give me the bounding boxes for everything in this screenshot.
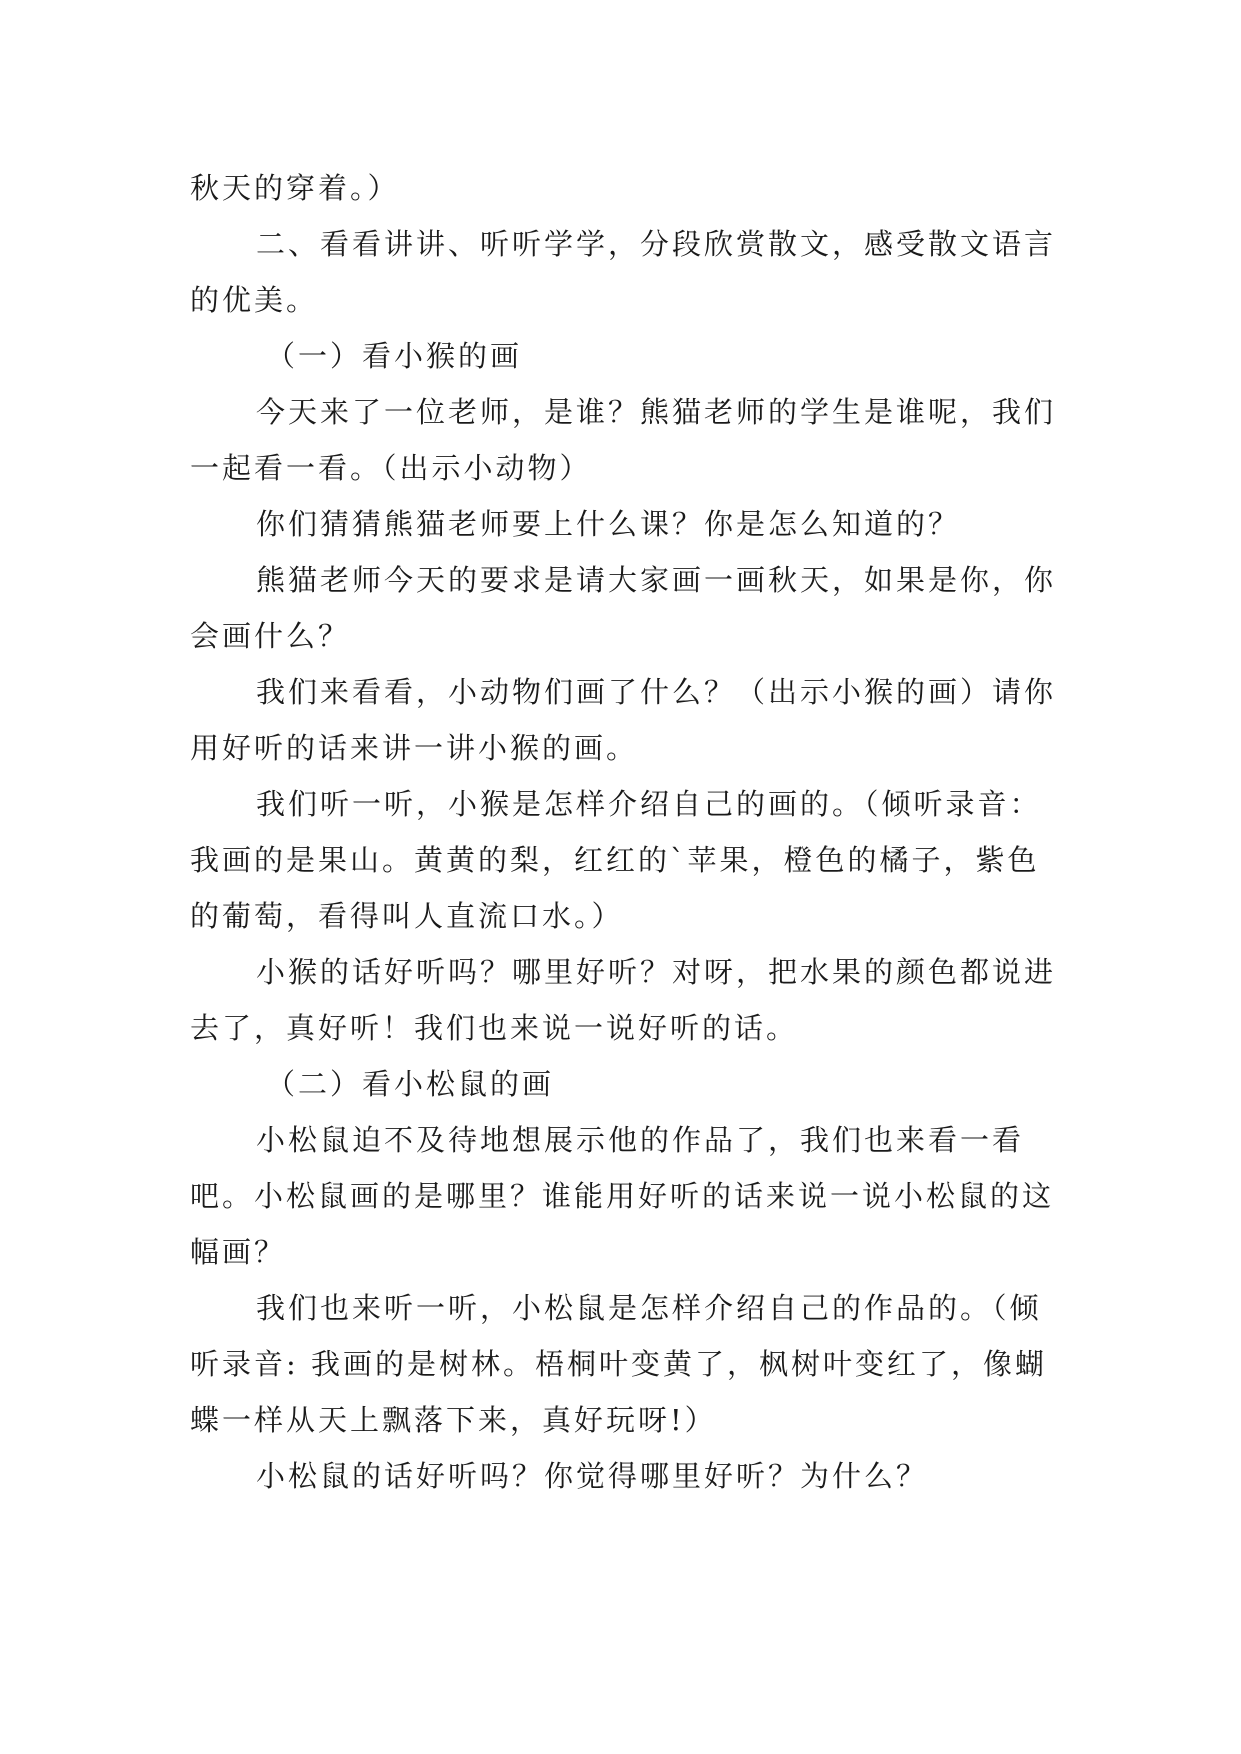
paragraph: 我们来看看，小动物们画了什么？（出示小猴的画）请你用好听的话来讲一讲小猴的画。 (190, 675, 1057, 765)
paragraph: 我们听一听，小猴是怎样介绍自己的画的。（倾听录音：我画的是果山。黄黄的梨，红红的`苹果，橙色的橘子，紫色的葡萄，看得叫人直流口水。） (190, 787, 1042, 933)
paragraph: 小松鼠的话好听吗？你觉得哪里好听？为什么？ (256, 1459, 929, 1493)
paragraph: 秋天的穿着。） (190, 171, 400, 205)
paragraph: 你们猜猜熊猫老师要上什么课？你是怎么知道的？ (256, 507, 961, 541)
document-body (190, 160, 1070, 1504)
paragraph: 今天来了一位老师，是谁？熊猫老师的学生是谁呢，我们一起看一看。（出示小动物） (190, 395, 1057, 485)
section-heading: （一）看小猴的画 (266, 339, 523, 373)
paragraph: 二、看看讲讲、听听学学，分段欣赏散文，感受散文语言的优美。 (190, 227, 1057, 317)
paragraph: 我们也来听一听，小松鼠是怎样介绍自己的作品的。（倾听录音: 我画的是树林。梧桐叶变黄了，枫树叶变红了，像蝴蝶一样从天上飘落下来，真好玩呀!） (190, 1291, 1047, 1437)
paragraph: 小松鼠迫不及待地想展示他的作品了，我们也来看一看吧。小松鼠画的是哪里？谁能用好听的话来说一说小松鼠的这幅画？ (190, 1123, 1055, 1269)
section-heading: （二）看小松鼠的画 (266, 1067, 555, 1101)
paragraph: 熊猫老师今天的要求是请大家画一画秋天，如果是你，你会画什么？ (190, 563, 1057, 653)
paragraph: 小猴的话好听吗？哪里好听？对呀，把水果的颜色都说进去了，真好听！我们也来说一说好听的话。 (190, 955, 1057, 1045)
